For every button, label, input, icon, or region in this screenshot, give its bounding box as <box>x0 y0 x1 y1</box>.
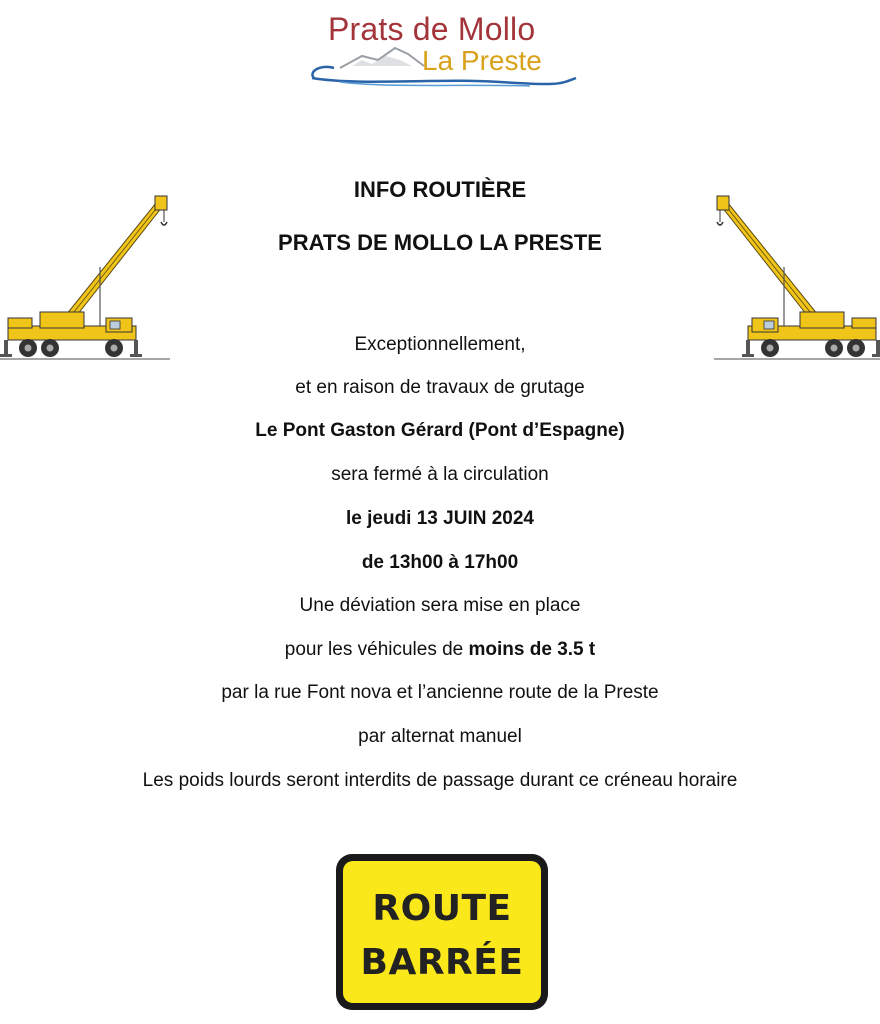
notice-line-route: par la rue Font nova et l’ancienne route de la Preste <box>221 682 659 703</box>
notice-line-detour: Une déviation sera mise en place <box>299 595 581 616</box>
notice-line-date: le jeudi 13 JUIN 2024 <box>346 508 534 529</box>
sign-line-2: BARRÉE <box>360 942 524 983</box>
sign-line-1: ROUTE <box>372 888 512 929</box>
road-closed-sign <box>336 854 548 1010</box>
logo-line-1: Prats de Mollo <box>328 11 536 47</box>
page-title: INFO ROUTIÈRE <box>353 177 527 202</box>
notice-line-reason: et en raison de travaux de grutage <box>295 377 585 398</box>
page-subtitle: PRATS DE MOLLO LA PRESTE <box>278 230 602 255</box>
town-logo <box>300 8 580 92</box>
notice-line-bridge: Le Pont Gaston Gérard (Pont d’Espagne) <box>255 420 625 441</box>
notice-line-closed: sera fermé à la circulation <box>331 464 549 485</box>
notice-line-heavy-vehicles: Les poids lourds seront interdits de passage durant ce créneau horaire <box>142 770 738 791</box>
logo-line-2: La Preste <box>422 45 542 76</box>
notice-line-vehicles <box>0 638 880 662</box>
road-closed-sign-panel <box>343 861 541 1003</box>
notice-line-exceptionally: Exceptionnellement, <box>354 334 526 355</box>
notice-line-time: de 13h00 à 17h00 <box>361 552 519 573</box>
notice-line-alternating: par alternat manuel <box>358 726 522 747</box>
notice-vehicles-prefix: pour les véhicules de <box>284 639 469 660</box>
notice-vehicles-weight: moins de 3.5 t <box>468 639 596 660</box>
